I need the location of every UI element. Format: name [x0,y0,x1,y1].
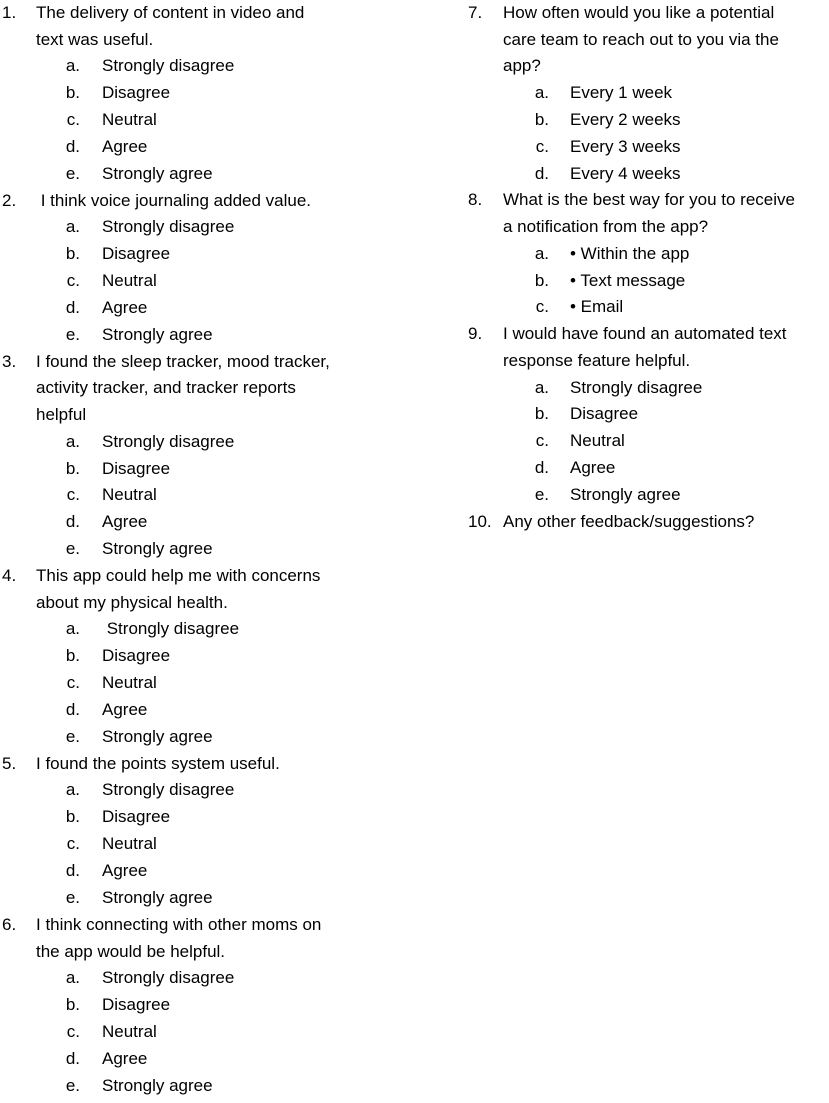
option-text: Agree [102,861,148,881]
option-letter: c. [66,110,80,129]
survey-question-7 [462,0,829,187]
option-letter: e. [534,485,549,505]
answer-options [0,777,380,912]
option-text: Strongly disagree [102,56,235,76]
option-letter: d. [65,298,80,318]
option-text: • Text message [570,270,686,290]
option-text: Neutral [102,834,157,854]
answer-option [0,161,380,188]
option-letter: b. [65,807,80,827]
answer-option [0,724,380,751]
question-text: I found the sleep tracker, mood tracker, activity tracker, and tracker reports helpful [36,351,330,425]
answer-option [0,53,380,80]
left-column [0,0,380,1100]
option-letter: e. [65,1075,80,1095]
answer-option [0,804,380,831]
answer-option [0,536,380,563]
answer-option [462,401,829,428]
option-letter: b. [65,646,80,666]
option-letter: b. [534,270,549,290]
answer-option [0,643,380,670]
option-text: Agree [102,700,148,720]
answer-option [0,134,380,161]
survey-question-9 [462,321,829,509]
option-text: Strongly disagree [570,377,703,397]
answer-option [0,670,380,697]
answer-option [0,80,380,107]
option-letter: b. [534,109,549,129]
option-text: Strongly agree [102,163,213,183]
answer-option [0,1019,380,1046]
option-letter: d. [65,861,80,881]
question-number: 9. [468,324,483,344]
answer-option [0,322,380,349]
option-letter: a. [65,619,80,639]
option-letter: e. [65,163,80,183]
option-text: • Email [570,297,624,317]
option-text: Strongly agree [570,485,681,505]
option-text: Strongly disagree [102,619,240,639]
answer-option [0,268,380,295]
answer-options [0,616,380,751]
question-line [462,187,829,240]
survey-question-2 [0,188,380,349]
survey-question-6 [0,912,380,1100]
option-text: Disagree [102,244,171,264]
answer-option [462,161,829,188]
answer-option [0,858,380,885]
answer-option [0,214,380,241]
option-letter: a. [65,431,80,451]
question-number: 10. [468,512,492,532]
survey-question-10 [462,509,829,536]
right-column [462,0,829,536]
survey-question-1 [0,0,380,188]
answer-options [0,965,380,1100]
question-line [0,188,380,215]
answer-option [0,429,380,456]
answer-option [0,697,380,724]
option-letter: c. [66,673,80,693]
option-text: Agree [570,458,616,478]
option-text: Strongly agree [102,726,213,746]
answer-option [462,482,829,509]
question-text: I found the points system useful. [36,753,280,773]
survey-question-4 [0,563,380,751]
question-text: I would have found an automated text response feature helpful. [503,324,787,370]
survey-question-5 [0,751,380,912]
question-number: 3. [2,351,17,371]
question-text: I think connecting with other moms on the app would be helpful. [36,915,322,961]
option-text: Strongly disagree [102,431,235,451]
option-letter: a. [534,243,549,263]
option-letter: e. [65,726,80,746]
option-letter: b. [534,404,549,424]
option-text: Disagree [570,404,639,424]
answer-option [0,992,380,1019]
option-letter: d. [65,136,80,156]
option-letter: e. [65,539,80,559]
question-number: 5. [2,753,17,773]
option-letter: a. [65,217,80,237]
answer-option [0,509,380,536]
option-letter: d. [65,1048,80,1068]
option-letter: b. [65,83,80,103]
answer-option [0,965,380,992]
answer-option [462,134,829,161]
answer-option [462,375,829,402]
answer-option [0,885,380,912]
option-letter: e. [65,324,80,344]
question-number: 4. [2,566,17,586]
option-text: Every 2 weeks [570,109,681,129]
answer-option [0,295,380,322]
answer-options [462,375,829,510]
option-text: Strongly agree [102,324,213,344]
answer-option [0,777,380,804]
survey-question-8 [462,187,829,321]
question-line [0,0,380,53]
answer-option [0,482,380,509]
question-text: How often would you like a potential care team to reach out to you via the app? [503,3,779,76]
option-letter: c. [535,136,549,156]
question-number: 8. [468,190,483,210]
option-letter: a. [65,968,80,988]
option-letter: d. [534,163,549,183]
question-text: I think voice journaling added value. [36,190,312,210]
option-text: Agree [102,512,148,532]
option-letter: c. [66,485,80,505]
question-number: 6. [2,915,17,934]
option-text: Every 4 weeks [570,163,681,183]
answer-option [0,456,380,483]
option-text: Agree [102,298,148,318]
answer-option [0,616,380,643]
question-line [0,349,380,429]
answer-option [462,268,829,295]
option-text: Disagree [102,807,171,827]
answer-option [0,241,380,268]
question-line [0,912,380,965]
answer-options [0,429,380,564]
option-text: • Within the app [570,243,690,263]
option-letter: b. [65,458,80,478]
question-line [462,0,829,80]
option-text: Strongly disagree [102,217,235,237]
option-text: Every 1 week [570,82,673,102]
option-text: Disagree [102,83,171,103]
option-letter: a. [65,56,80,76]
option-text: Agree [102,136,148,156]
question-line [462,509,829,536]
answer-option [462,294,829,321]
option-text: Strongly agree [102,888,213,908]
answer-options [462,80,829,188]
answer-option [0,1073,380,1100]
option-text: Neutral [102,110,157,129]
option-letter: a. [534,82,549,102]
answer-option [462,455,829,482]
option-text: Neutral [102,673,157,693]
option-text: Neutral [570,431,625,451]
option-text: Neutral [102,1022,157,1041]
option-text: Strongly disagree [102,968,235,988]
question-number: 7. [468,3,483,22]
option-text: Disagree [102,646,171,666]
option-text: Every 3 weeks [570,136,681,156]
answer-option [0,107,380,134]
answer-option [462,80,829,107]
answer-option [462,241,829,268]
question-number: 2. [2,190,17,210]
option-letter: a. [65,780,80,800]
question-line [0,563,380,616]
option-text: Disagree [102,458,171,478]
option-text: Agree [102,1048,148,1068]
option-text: Neutral [102,485,157,505]
question-text: The delivery of content in video and text was useful. [36,3,305,49]
option-text: Disagree [102,995,171,1015]
answer-options [462,241,829,322]
option-letter: c. [66,271,80,291]
survey-question-3 [0,349,380,563]
option-letter: b. [65,995,80,1015]
question-text: This app could help me with concerns about my physical health. [36,566,321,612]
option-letter: a. [534,377,549,397]
option-text: Strongly agree [102,539,213,559]
answer-option [462,428,829,455]
answer-options [0,214,380,349]
option-letter: c. [535,297,549,317]
option-letter: c. [66,1022,80,1041]
option-letter: d. [65,700,80,720]
question-text: What is the best way for you to receive a notification from the app? [503,190,795,236]
option-letter: b. [65,244,80,264]
question-text: Any other feedback/suggestions? [503,512,755,532]
option-text: Strongly agree [102,1075,213,1095]
option-letter: d. [534,458,549,478]
answer-options [0,53,380,188]
option-letter: d. [65,512,80,532]
option-text: Neutral [102,271,157,291]
answer-option [0,831,380,858]
option-letter: c. [66,834,80,854]
question-line [0,751,380,778]
question-line [462,321,829,374]
answer-option [0,1046,380,1073]
option-text: Strongly disagree [102,780,235,800]
answer-option [462,107,829,134]
question-number: 1. [2,3,17,22]
option-letter: c. [535,431,549,451]
option-letter: e. [65,888,80,908]
